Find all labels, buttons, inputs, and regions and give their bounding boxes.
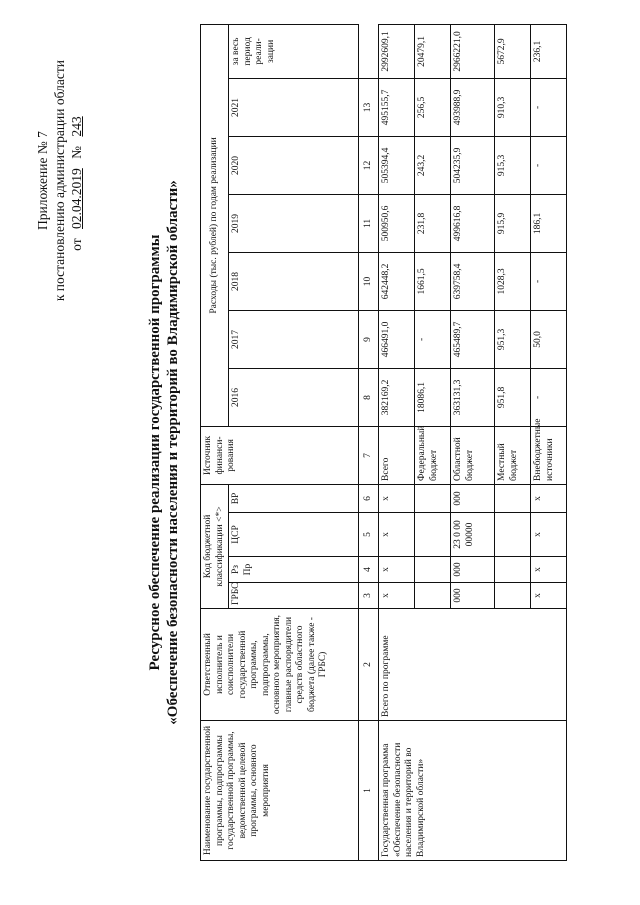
responsible-total: Всего по программе <box>379 609 567 721</box>
header-grbs: ГРБС <box>229 583 359 609</box>
cell-grbs: х <box>531 583 567 609</box>
cell-value: 495155,7 <box>379 78 415 136</box>
header-rzpr: Рз Пр <box>229 557 359 583</box>
col-num: 2 <box>359 609 379 721</box>
cell-grbs: 000 <box>451 583 495 609</box>
col-num: 6 <box>359 484 379 512</box>
number-label: № <box>69 145 84 159</box>
column-number-row <box>359 24 379 860</box>
decree-date: 02.04.2019 <box>69 168 84 229</box>
cell-value: 243,2 <box>415 136 451 194</box>
cell-value: 382169,2 <box>379 368 415 426</box>
cell-value: 18086,1 <box>415 368 451 426</box>
cell-value: 1028,3 <box>495 252 531 310</box>
cell-value: 2992609,1 <box>379 24 415 78</box>
document-title-line1: Ресурсное обеспечение реализации государственной программы <box>147 234 163 671</box>
cell-source: Внебюджетные источники <box>531 426 567 484</box>
header-year-2021: 2021 <box>229 78 359 136</box>
cell-rzpr: х <box>531 557 567 583</box>
cell-value: 915,3 <box>495 136 531 194</box>
cell-value: 363131,3 <box>451 368 495 426</box>
header-csr: ЦСР <box>229 513 359 557</box>
col-num: 8 <box>359 368 379 426</box>
program-name: Государственная программа «Обеспечение безопасности населения и территорий во Владимирской области» <box>379 721 567 861</box>
cell-rzpr <box>415 557 451 583</box>
cell-value: 5672,9 <box>495 24 531 78</box>
cell-source: Местный бюджет <box>495 426 531 484</box>
cell-value: 504235,9 <box>451 136 495 194</box>
cell-value: 186,1 <box>531 194 567 252</box>
cell-grbs: х <box>379 583 415 609</box>
cell-csr <box>415 513 451 557</box>
header-total-period: за весь период реали-зации <box>229 24 359 78</box>
cell-vr <box>415 484 451 512</box>
cell-value: 499616,8 <box>451 194 495 252</box>
col-num: 4 <box>359 557 379 583</box>
col-num: 7 <box>359 426 379 484</box>
cell-source: Всего <box>379 426 415 484</box>
cell-value: 951,3 <box>495 310 531 368</box>
cell-rzpr: 000 <box>451 557 495 583</box>
cell-csr: х <box>531 513 567 557</box>
cell-value: 915,9 <box>495 194 531 252</box>
cell-value: - <box>531 78 567 136</box>
cell-value: - <box>531 368 567 426</box>
cell-value: 231,8 <box>415 194 451 252</box>
cell-value: 256,5 <box>415 78 451 136</box>
cell-value: 642448,2 <box>379 252 415 310</box>
cell-value: 1661,5 <box>415 252 451 310</box>
cell-vr <box>495 484 531 512</box>
header-year-2019: 2019 <box>229 194 359 252</box>
cell-source: Областной бюджет <box>451 426 495 484</box>
col-num: 3 <box>359 583 379 609</box>
cell-value: - <box>531 136 567 194</box>
table-row <box>379 24 415 860</box>
cell-rzpr: х <box>379 557 415 583</box>
cell-value: 466491,0 <box>379 310 415 368</box>
document-title-line2: «Обеспечение безопасности населения и территорий во Владимирской области» <box>165 180 181 725</box>
header-vr: ВР <box>229 484 359 512</box>
col-num: 12 <box>359 136 379 194</box>
resource-table <box>200 24 567 861</box>
decree-date-line <box>68 60 85 301</box>
cell-value: - <box>531 252 567 310</box>
cell-grbs <box>495 583 531 609</box>
header-year-2018: 2018 <box>229 252 359 310</box>
col-num: 5 <box>359 513 379 557</box>
cell-vr: х <box>379 484 415 512</box>
header-expenses: Расходы (тыс. рублей) по годам реализации <box>201 24 229 426</box>
cell-value: 2966221,0 <box>451 24 495 78</box>
cell-value: 910,3 <box>495 78 531 136</box>
col-num: 11 <box>359 194 379 252</box>
col-num: 10 <box>359 252 379 310</box>
cell-value: 505394,4 <box>379 136 415 194</box>
header-year-2017: 2017 <box>229 310 359 368</box>
col-num: 1 <box>359 721 379 861</box>
cell-value: 500950,6 <box>379 194 415 252</box>
appendix-number: Приложение № 7 <box>35 131 50 230</box>
col-num: 9 <box>359 310 379 368</box>
cell-value: 951,8 <box>495 368 531 426</box>
cell-csr: х <box>379 513 415 557</box>
cell-value: 465489,7 <box>451 310 495 368</box>
header-year-2016: 2016 <box>229 368 359 426</box>
cell-source: Федеральный бюджет <box>415 426 451 484</box>
header-year-2020: 2020 <box>229 136 359 194</box>
decree-number: 243 <box>69 116 84 137</box>
cell-value: 20479,1 <box>415 24 451 78</box>
cell-grbs <box>415 583 451 609</box>
cell-value: 493988,9 <box>451 78 495 136</box>
header-responsible: Ответственный исполнитель и соисполнители государственной программы, подпрограммы, основного мероприятия, главные распорядители средств областного бюджета (далее также - ГРБС) <box>201 609 359 721</box>
cell-value: - <box>415 310 451 368</box>
from-label: от <box>69 238 84 251</box>
header-name: Наименование государственной программы, подпрограммы государственной программы, ведомственной целевой программы, основного мероприятия <box>201 721 359 861</box>
cell-vr: х <box>531 484 567 512</box>
col-num: 13 <box>359 78 379 136</box>
header-budget-code: Код бюджетной классификации <*> <box>201 484 229 608</box>
cell-value: 236,1 <box>531 24 567 78</box>
header-source: Источник финанси-рования <box>201 426 359 484</box>
cell-csr <box>495 513 531 557</box>
decree-reference: к постановлению администрации области <box>52 60 67 302</box>
appendix-header <box>34 60 85 301</box>
cell-rzpr <box>495 557 531 583</box>
cell-vr: 000 <box>451 484 495 512</box>
cell-value: 639758,4 <box>451 252 495 310</box>
cell-csr: 23 0 00 00000 <box>451 513 495 557</box>
cell-value: 50,0 <box>531 310 567 368</box>
